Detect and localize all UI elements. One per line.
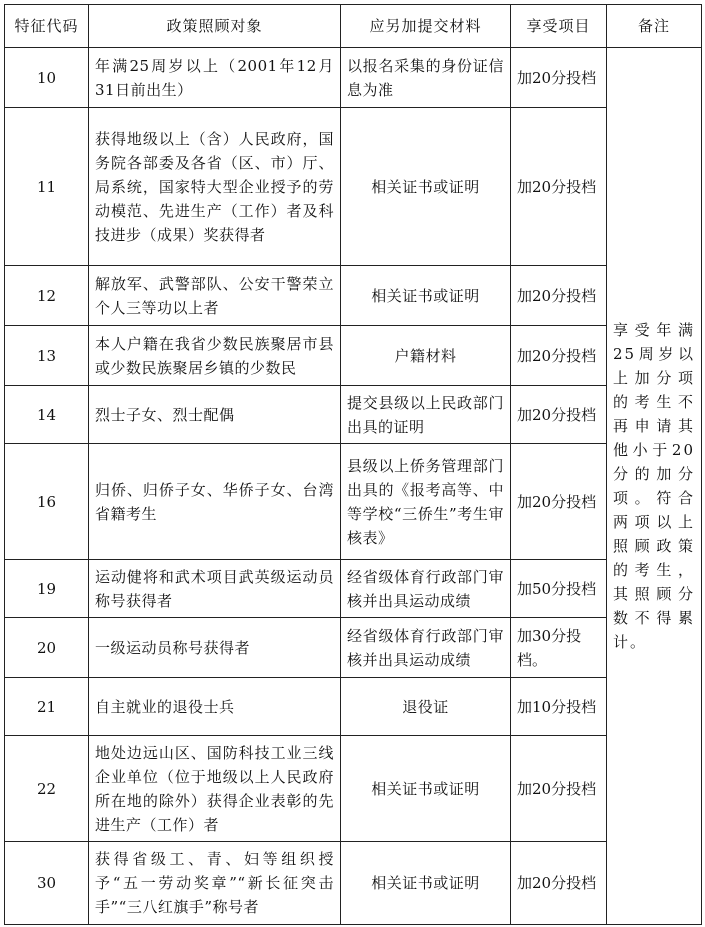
- table-row: [5, 618, 702, 678]
- row-material: 相关证书或证明: [341, 108, 511, 266]
- row-material: 提交县级以上民政部门出具的证明: [341, 386, 511, 444]
- table-row: [5, 266, 702, 326]
- table-row: [5, 108, 702, 266]
- row-object: 归侨、归侨子女、华侨子女、台湾省籍考生: [89, 444, 341, 560]
- row-code: 30: [5, 842, 89, 925]
- header-code: 特征代码: [5, 5, 89, 48]
- row-object: 地处边远山区、国防科技工业三线企业单位（位于地级以上人民政府所在地的除外）获得企业表彰的先进生产（工作）者: [89, 736, 341, 842]
- row-object: 获得地级以上（含）人民政府，国务院各部委及各省（区、市）厅、局系统，国家特大型企业授予的劳动模范、先进生产（工作）者及科技进步（成果）奖获得者: [89, 108, 341, 266]
- row-object: 烈士子女、烈士配偶: [89, 386, 341, 444]
- row-material: 以报名采集的身份证信息为准: [341, 48, 511, 108]
- row-code: 16: [5, 444, 89, 560]
- note-cell: 享受年满25周岁以上加分项的考生不再申请其他小于20分的加分项。符合两项以上照顾政策的考生，其照顾分数不得累计。: [607, 48, 702, 925]
- row-item: 加20分投档: [511, 444, 607, 560]
- row-item: 加10分投档: [511, 678, 607, 736]
- row-code: 14: [5, 386, 89, 444]
- table-row: [5, 678, 702, 736]
- row-material: 相关证书或证明: [341, 266, 511, 326]
- row-object: 解放军、武警部队、公安干警荣立个人三等功以上者: [89, 266, 341, 326]
- table-row: [5, 736, 702, 842]
- policy-table: [4, 4, 702, 925]
- row-object: 一级运动员称号获得者: [89, 618, 341, 678]
- row-material: 相关证书或证明: [341, 842, 511, 925]
- row-code: 22: [5, 736, 89, 842]
- row-item: 加20分投档: [511, 266, 607, 326]
- row-item: 加20分投档: [511, 386, 607, 444]
- row-material: 经省级体育行政部门审核并出具运动成绩: [341, 618, 511, 678]
- table-row: [5, 444, 702, 560]
- table-row: [5, 326, 702, 386]
- header-object: 政策照顾对象: [89, 5, 341, 48]
- row-object: 年满25周岁以上（2001年12月31日前出生）: [89, 48, 341, 108]
- row-code: 12: [5, 266, 89, 326]
- row-code: 13: [5, 326, 89, 386]
- row-object: 本人户籍在我省少数民族聚居市县或少数民族聚居乡镇的少数民: [89, 326, 341, 386]
- header-item: 享受项目: [511, 5, 607, 48]
- row-object: 自主就业的退役士兵: [89, 678, 341, 736]
- row-material: 相关证书或证明: [341, 736, 511, 842]
- table-row: [5, 386, 702, 444]
- row-object: 获得省级工、青、妇等组织授予“五一劳动奖章”“新长征突击手”“三八红旗手”称号者: [89, 842, 341, 925]
- table-row: [5, 48, 702, 108]
- row-object: 运动健将和武术项目武英级运动员称号获得者: [89, 560, 341, 618]
- row-item: 加20分投档: [511, 736, 607, 842]
- header-note: 备注: [607, 5, 702, 48]
- row-item: 加20分投档: [511, 842, 607, 925]
- row-material: 户籍材料: [341, 326, 511, 386]
- row-item: 加20分投档: [511, 326, 607, 386]
- row-item: 加50分投档: [511, 560, 607, 618]
- row-code: 11: [5, 108, 89, 266]
- row-material: 退役证: [341, 678, 511, 736]
- row-code: 20: [5, 618, 89, 678]
- row-code: 10: [5, 48, 89, 108]
- table-row: [5, 560, 702, 618]
- row-code: 21: [5, 678, 89, 736]
- table-row: [5, 842, 702, 925]
- row-material: 经省级体育行政部门审核并出具运动成绩: [341, 560, 511, 618]
- row-material: 县级以上侨务管理部门出具的《报考高等、中等学校“三侨生”考生审核表》: [341, 444, 511, 560]
- row-item: 加20分投档: [511, 48, 607, 108]
- row-item: 加30分投档。: [511, 618, 607, 678]
- row-item: 加20分投档: [511, 108, 607, 266]
- row-code: 19: [5, 560, 89, 618]
- header-row: [5, 5, 702, 48]
- header-material: 应另加提交材料: [341, 5, 511, 48]
